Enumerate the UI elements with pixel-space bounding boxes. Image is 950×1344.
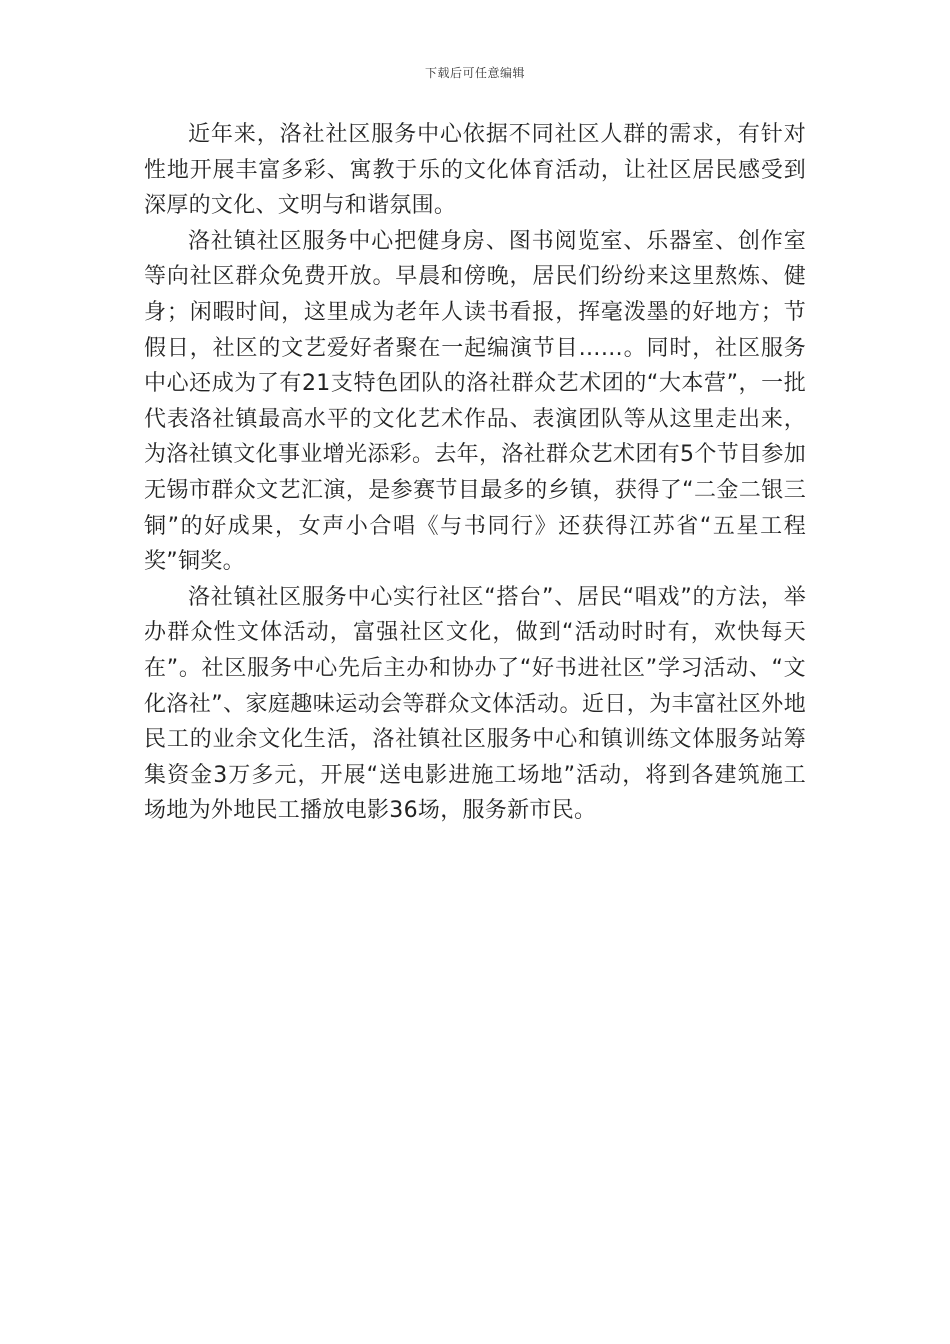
article-body: [144, 117, 806, 829]
paragraph-1: 近年来，洛社社区服务中心依据不同社区人群的需求，有针对性地开展丰富多彩、寓教于乐的文化体育活动，让社区居民感受到深厚的文化、文明与和谐氛围。: [144, 122, 806, 219]
paragraph-3: 洛社镇社区服务中心实行社区“搭台”、居民“唱戏”的方法，举办群众性文体活动，富强社区文化，做到“活动时时有，欢快每天在”。社区服务中心先后主办和协办了“好书进社区”学习活动、“文化洛社”、家庭趣味运动会等群众文体活动。近日，为丰富社区外地民工的业余文化生活，洛社镇社区服务中心和镇训练文体服务站筹集资金3万多元，开展“送电影进施工场地”活动，将到各建筑施工场地为外地民工播放电影36场，服务新市民。: [144, 584, 806, 824]
paragraph-2: 洛社镇社区服务中心把健身房、图书阅览室、乐器室、创作室等向社区群众免费开放。早晨和傍晚，居民们纷纷来这里熬炼、健身；闲暇时间，这里成为老年人读书看报，挥毫泼墨的好地方；节假日，社区的文艺爱好者聚在一起编演节目……。同时，社区服务中心还成为了有21支特色团队的洛社群众艺术团的“大本营”，一批代表洛社镇最高水平的文化艺术作品、表演团队等从这里走出来，为洛社镇文化事业增光添彩。去年，洛社群众艺术团有5个节目参加无锡市群众文艺汇演，是参赛节目最多的乡镇，获得了“二金二银三铜”的好成果，女声小合唱《与书同行》还获得江苏省“五星工程奖”铜奖。: [144, 228, 806, 575]
page-header-note: 下载后可任意编辑: [424, 66, 525, 80]
